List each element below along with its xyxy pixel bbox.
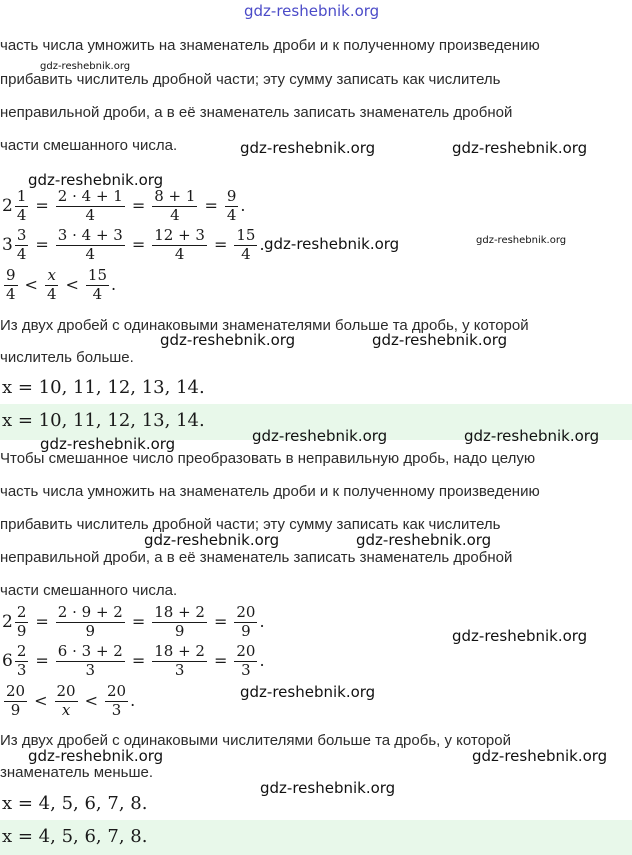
equals-sign: =	[213, 612, 228, 632]
denominator: 4	[226, 205, 237, 224]
denominator: 9	[16, 621, 27, 640]
paragraph-1-line-1: часть числа умножить на знаменатель дроби и к полученному произведению	[0, 37, 540, 54]
denominator: x	[61, 700, 71, 719]
equals-sign: =	[213, 235, 228, 255]
watermark[interactable]: gdz-reshebnik.org	[372, 331, 508, 349]
numerator: 12 + 3	[154, 226, 205, 244]
watermark[interactable]: gdz-reshebnik.org	[452, 139, 588, 157]
numerator: 20	[56, 682, 76, 700]
period: .	[259, 651, 265, 671]
numerator: 2 · 4 + 1	[57, 187, 123, 205]
equals-sign: =	[213, 651, 228, 671]
fraction	[152, 605, 207, 640]
watermark[interactable]: gdz-reshebnik.org	[240, 683, 376, 701]
less-than-sign: <	[65, 275, 79, 295]
denominator: 3	[85, 660, 96, 679]
watermark[interactable]: gdz-reshebnik.org	[472, 747, 608, 765]
fraction	[15, 228, 29, 263]
numerator: 9	[226, 187, 237, 205]
denominator: 9	[174, 621, 185, 640]
denominator: 4	[170, 205, 180, 224]
watermark[interactable]: gdz-reshebnik.org	[40, 435, 176, 453]
watermark[interactable]: gdz-reshebnik.org	[464, 427, 600, 445]
paragraph-1-line-3: неправильной дроби, а в её знаменатель записать знаменатель дробной	[0, 104, 513, 121]
paragraph-2-line-1: Чтобы смешанное число преобразовать в неправильную дробь, надо целую	[0, 450, 536, 467]
answer-1: x = 10, 11, 12, 13, 14.	[2, 410, 205, 431]
watermark[interactable]: gdz-reshebnik.org	[452, 627, 588, 645]
watermark-top[interactable]: gdz-reshebnik.org	[244, 2, 380, 20]
paragraph-2-line-5: части смешанного числа.	[0, 582, 178, 599]
watermark[interactable]: gdz-reshebnik.org	[356, 531, 492, 549]
whole-part: 6	[2, 650, 13, 671]
denominator: 4	[174, 244, 185, 263]
denominator: 4	[6, 284, 16, 303]
paragraph-1-line-4: части смешанного числа.	[0, 137, 178, 154]
denominator: 4	[241, 244, 251, 263]
numerator: 15	[87, 266, 107, 284]
equals-sign: =	[131, 651, 146, 671]
fraction	[55, 684, 78, 719]
equals-sign: =	[131, 612, 146, 632]
fraction	[15, 605, 29, 640]
conversion-row-4	[2, 644, 265, 679]
numerator: 20	[6, 682, 26, 700]
fraction	[86, 268, 109, 303]
rule-1-line-1: Из двух дробей с одинаковыми знаменателями больше та дробь, у которой	[0, 317, 529, 334]
equals-sign: =	[131, 235, 146, 255]
period: .	[259, 612, 265, 632]
watermark[interactable]: gdz-reshebnik.org	[240, 139, 376, 157]
less-than-sign: <	[84, 691, 98, 711]
numerator: 20	[236, 642, 256, 660]
inequality-2	[2, 684, 135, 719]
fraction	[225, 189, 239, 224]
denominator: 4	[85, 244, 96, 263]
numerator: 2	[16, 603, 27, 621]
numerator: 3 · 4 + 3	[57, 226, 123, 244]
equals-sign: =	[35, 235, 49, 255]
equals-sign: =	[204, 196, 218, 216]
period: .	[259, 235, 265, 255]
whole-part: 2	[2, 195, 13, 216]
conversion-row-3	[2, 605, 265, 640]
inequality-1	[2, 268, 116, 303]
numerator: 20	[107, 682, 127, 700]
whole-part: 3	[2, 234, 13, 255]
fraction	[234, 605, 257, 640]
numerator: 9	[6, 266, 16, 284]
equals-sign: =	[131, 196, 146, 216]
paragraph-2-line-2: часть числа умножить на знаменатель дроби и к полученному произведению	[0, 483, 540, 500]
watermark[interactable]: gdz-reshebnik.org	[28, 171, 164, 189]
fraction	[105, 684, 128, 719]
fraction	[45, 268, 59, 303]
denominator: 4	[16, 205, 27, 224]
fraction	[15, 644, 29, 679]
numerator: x	[47, 266, 56, 284]
fraction	[15, 189, 29, 224]
denominator: 9	[241, 621, 251, 640]
denominator: 9	[85, 621, 96, 640]
paragraph-1-line-2: прибавить числитель дробной части; эту сумму записать как числитель	[0, 71, 501, 88]
fraction	[4, 684, 27, 719]
numerator: 18 + 2	[154, 603, 205, 621]
result-2: x = 4, 5, 6, 7, 8.	[2, 793, 148, 814]
answer-2: x = 4, 5, 6, 7, 8.	[2, 826, 148, 847]
fraction	[56, 605, 125, 640]
numerator: 2	[16, 642, 27, 660]
paragraph-2-line-3: прибавить числитель дробной части; эту сумму записать как числитель	[0, 516, 501, 533]
paragraph-2-line-4: неправильной дроби, а в её знаменатель записать знаменатель дробной	[0, 549, 513, 566]
fraction	[234, 228, 257, 263]
watermark[interactable]: gdz-reshebnik.org	[252, 427, 388, 445]
watermark[interactable]: gdz-reshebnik.org	[160, 331, 296, 349]
numerator: 20	[236, 603, 256, 621]
period: .	[111, 275, 117, 295]
numerator: 18 + 2	[154, 642, 205, 660]
result-1: x = 10, 11, 12, 13, 14.	[2, 377, 205, 398]
numerator: 8 + 1	[154, 187, 196, 205]
fraction	[152, 228, 207, 263]
conversion-row-2	[2, 228, 265, 263]
watermark[interactable]: gdz-reshebnik.org	[476, 235, 567, 246]
fraction	[4, 268, 18, 303]
watermark[interactable]: gdz-reshebnik.org	[144, 531, 280, 549]
denominator: 4	[46, 284, 57, 303]
denominator: 3	[16, 660, 27, 679]
period: .	[130, 691, 136, 711]
rule-1-line-2: числитель больше.	[0, 349, 134, 366]
less-than-sign: <	[24, 275, 38, 295]
equals-sign: =	[35, 196, 49, 216]
period: .	[240, 196, 246, 216]
fraction	[152, 189, 197, 224]
equals-sign: =	[35, 612, 49, 632]
watermark[interactable]: gdz-reshebnik.org	[40, 61, 131, 72]
numerator: 1	[16, 187, 27, 205]
denominator: 3	[111, 700, 122, 719]
numerator: 3	[16, 226, 27, 244]
watermark[interactable]: gdz-reshebnik.org	[264, 235, 400, 253]
fraction	[56, 644, 125, 679]
rule-2-line-1: Из двух дробей с одинаковыми числителями больше та дробь, у которой	[0, 732, 511, 749]
denominator: 9	[10, 700, 21, 719]
fraction	[56, 189, 125, 224]
equals-sign: =	[35, 651, 49, 671]
denominator: 3	[241, 660, 251, 679]
fraction	[56, 228, 125, 263]
numerator: 15	[236, 226, 256, 244]
denominator: 4	[85, 205, 96, 224]
numerator: 2 · 9 + 2	[57, 603, 123, 621]
watermark[interactable]: gdz-reshebnik.org	[28, 747, 164, 765]
numerator: 6 · 3 + 2	[57, 642, 123, 660]
denominator: 3	[174, 660, 185, 679]
less-than-sign: <	[34, 691, 48, 711]
denominator: 4	[92, 284, 103, 303]
watermark[interactable]: gdz-reshebnik.org	[260, 779, 396, 797]
fraction	[234, 644, 257, 679]
conversion-row-1	[2, 189, 245, 224]
denominator: 4	[16, 244, 27, 263]
fraction	[152, 644, 207, 679]
rule-2-line-2: знаменатель меньше.	[0, 764, 154, 781]
whole-part: 2	[2, 611, 13, 632]
